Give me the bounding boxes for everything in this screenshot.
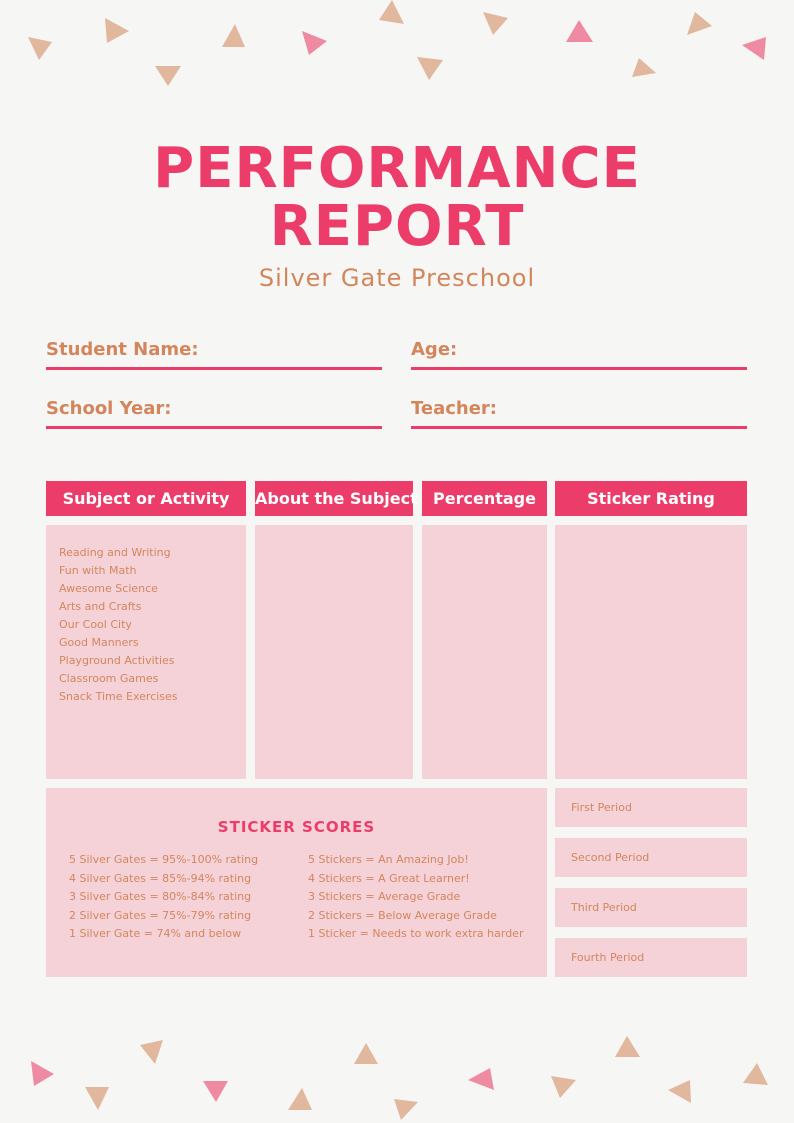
period-label: Second Period (571, 851, 650, 864)
subject-item: Reading and Writing (59, 546, 171, 559)
subject-item: Snack Time Exercises (59, 690, 178, 703)
student-name-line[interactable] (46, 367, 382, 370)
sticker-score-item: 1 Sticker = Needs to work extra harder (308, 927, 524, 940)
about-column[interactable] (255, 525, 413, 779)
subject-item: Awesome Science (59, 582, 158, 595)
sticker-scores-title: STICKER SCORES (217, 818, 376, 836)
teacher-line[interactable] (411, 426, 747, 429)
silver-gates-legend (69, 851, 258, 944)
report-title-line-2: REPORT (269, 194, 525, 259)
subject-item: Our Cool City (59, 618, 132, 631)
subject-item: Classroom Games (59, 672, 159, 685)
age-line[interactable] (411, 367, 747, 370)
subject-item: Playground Activities (59, 654, 175, 667)
age-label: Age: (411, 339, 458, 360)
header-about-the-subject: About the Subject (255, 481, 413, 516)
sticker-score-item: 3 Stickers = Average Grade (308, 890, 461, 903)
header-percentage: Percentage (422, 481, 547, 516)
period-label: Fourth Period (571, 951, 645, 964)
confetti-bottom (31, 1036, 768, 1120)
student-name-label: Student Name: (46, 339, 199, 360)
school-name: Silver Gate Preschool (258, 264, 536, 292)
percentage-column[interactable] (422, 525, 547, 779)
subject-item: Fun with Math (59, 564, 137, 577)
sticker-score-item: 5 Stickers = An Amazing Job! (308, 853, 469, 866)
gate-score-item: 2 Silver Gates = 75%-79% rating (69, 908, 252, 922)
sticker-rating-column[interactable] (555, 525, 747, 779)
period-label: Third Period (571, 901, 637, 914)
stickers-legend (308, 851, 523, 944)
subject-item: Arts and Crafts (59, 600, 142, 613)
subject-item: Good Manners (59, 636, 139, 649)
period-first[interactable] (555, 788, 747, 827)
gate-score-item: 4 Silver Gates = 85%-94% rating (69, 871, 252, 885)
gate-score-item: 3 Silver Gates = 80%-84% rating (69, 890, 252, 903)
sticker-score-item: 4 Stickers = A Great Learner! (308, 871, 470, 885)
school-year-line[interactable] (46, 426, 382, 429)
sticker-score-item: 2 Stickers = Below Average Grade (308, 908, 497, 922)
header-subject-or-activity: Subject or Activity (46, 481, 246, 516)
school-year-label: School Year: (46, 398, 172, 419)
period-label: First Period (571, 801, 632, 814)
gate-score-item: 5 Silver Gates = 95%-100% rating (69, 853, 259, 866)
period-fourth[interactable] (555, 938, 747, 977)
gate-score-item: 1 Silver Gate = 74% and below (69, 927, 242, 940)
period-third[interactable] (555, 888, 747, 927)
report-title-line-1: PERFORMANCE (153, 136, 641, 201)
header-sticker-rating: Sticker Rating (555, 481, 747, 516)
confetti-top (28, 0, 766, 86)
subject-list (59, 544, 178, 706)
teacher-label: Teacher: (411, 398, 498, 419)
period-second[interactable] (555, 838, 747, 877)
